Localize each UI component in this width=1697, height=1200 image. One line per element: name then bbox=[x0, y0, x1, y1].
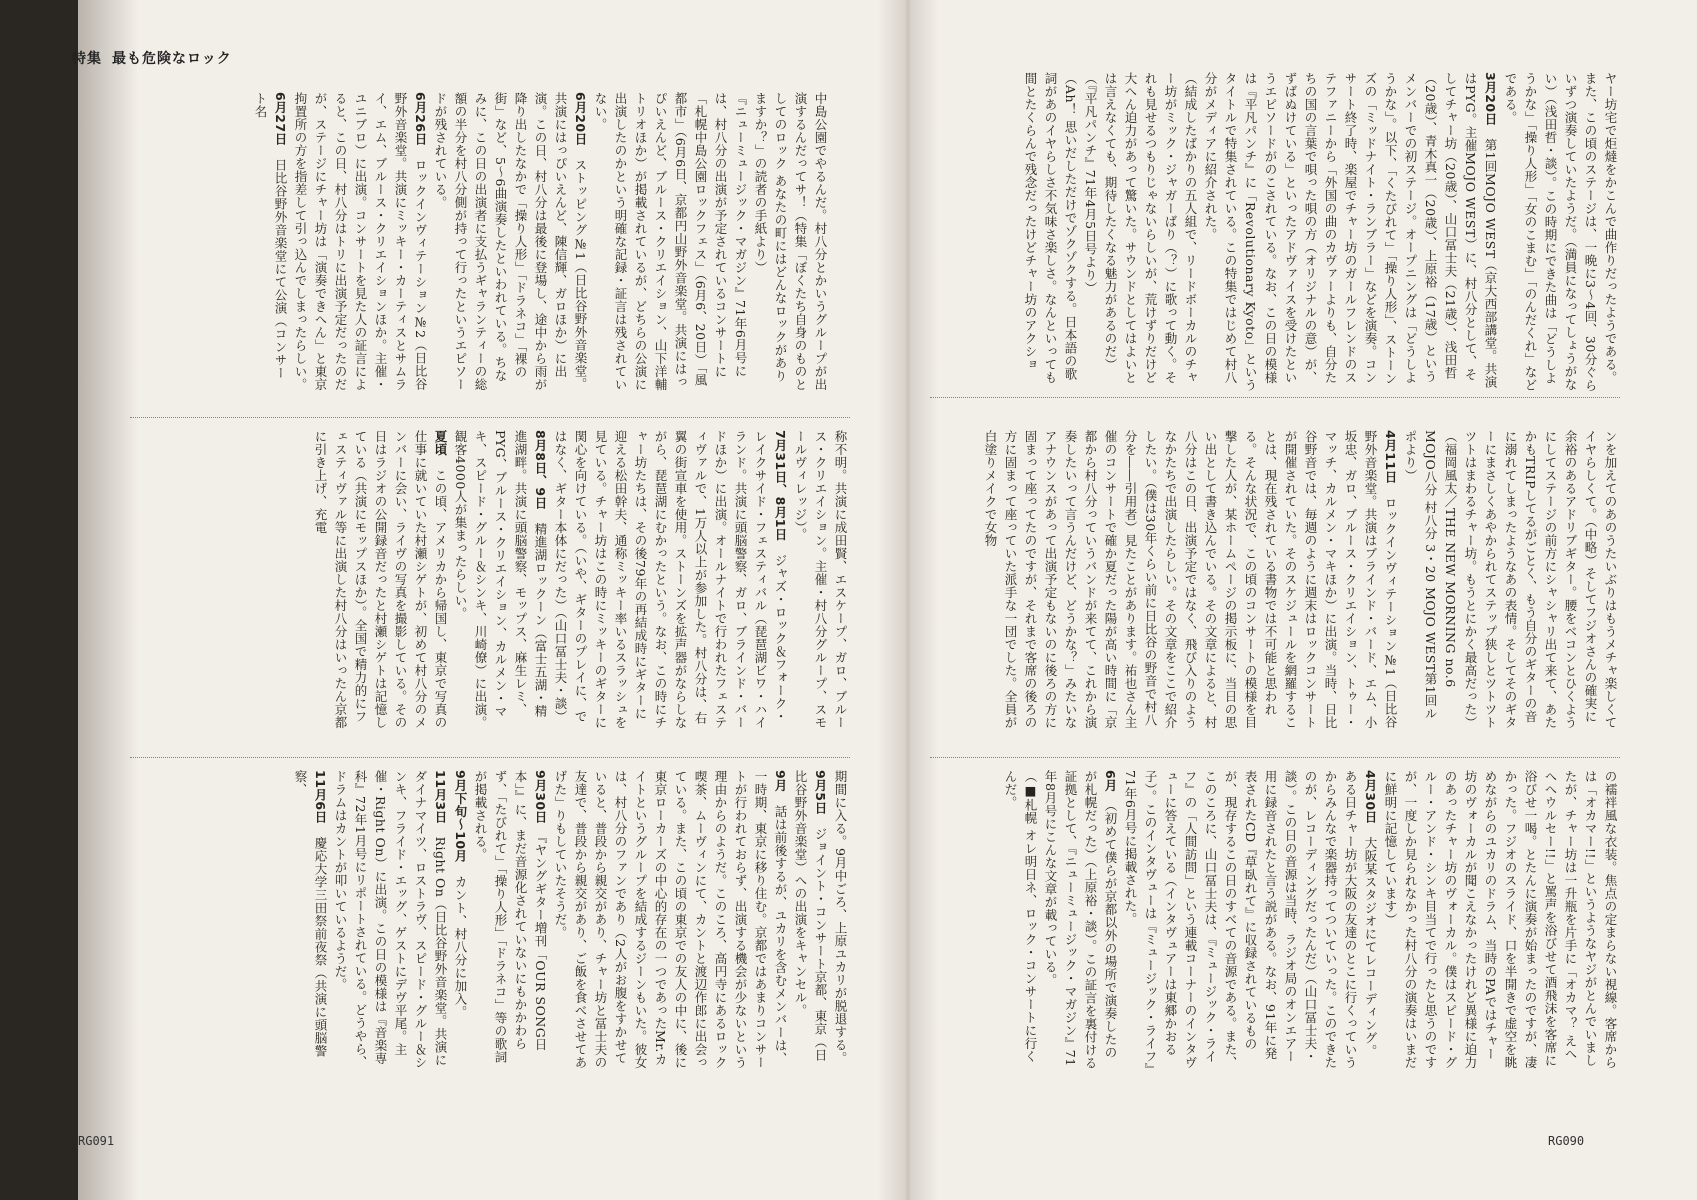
timeline-entry bbox=[1500, 72, 1620, 392]
timeline-entry bbox=[980, 430, 1400, 730]
entry-date: 9月5日 bbox=[813, 770, 828, 828]
right-page-divider-bottom bbox=[930, 757, 1620, 758]
entry-date: 6月27日 bbox=[273, 92, 288, 159]
timeline-entry bbox=[1080, 72, 1200, 392]
entry-date: 6月20日 bbox=[573, 92, 588, 159]
timeline-entry bbox=[790, 430, 850, 730]
feature-title: 最も危険なロック bbox=[112, 51, 232, 67]
entry-text: 『ヤングギター増刊「OUR SONG日本」』に、まだ音源化されていないにもかかわらず、「たびれて」「操り人形」「ドラネコ」等の歌詞が掲載される。 bbox=[473, 770, 548, 1064]
timeline-entry bbox=[1400, 430, 1620, 730]
right-page-tier-middle bbox=[930, 430, 1620, 730]
entry-text: （■札幌 オレ明日ネ、ロック・コンサートに行くんだ。 bbox=[1003, 770, 1038, 1063]
entry-text: ヤー坊宅で炬燵をかこんで曲作りだったようである。また、この頃のステージは、一晩に3〜4回、30分ぐらいずつ演奏していたようだ。（満員になってしょうがない）（浅田哲・談）。この時期にできた曲は「どうしようかな」「操り人形」「女のこまむ」「のんだくれ」などである。 bbox=[1503, 72, 1618, 392]
entry-text: ンを加えてのあのうたいぶりはもうメチャ楽しくてイヤらしくて。（中略）そしてフジオさんの確実に余裕のあるアドリブギター。腰をベコンとひくようにしてステージの前方にシャシャリ出て来て、あたかもTRIPしてるがごとく、もう自分のギターの音に溺れてしまったようなあの表情。そしてそのギターにまさしくあやかられてステップ狭しとツトツトツトはまわるチャー坊。もうとにかく最高だった）（福岡風太／THE NEW MORNING no.6 MOJO八分 村八分 3・20 MOJO WEST第1回ルポより） bbox=[1403, 430, 1618, 729]
right-page-tier-top bbox=[930, 72, 1620, 392]
timeline-entry bbox=[1380, 770, 1620, 1070]
entry-text: カント、村八分に加入。 bbox=[453, 875, 468, 1019]
entry-text: （Ah！ 思いだしただけでゾクゾクする。日本語の歌詞があのイヤらしさ不気味さ楽しさ。なんといっても間とたくらんで残念だったけどチャー坊のアクショ bbox=[1023, 72, 1078, 384]
entry-date: 4月11日 bbox=[1383, 430, 1398, 497]
entry-date: 3月20日 bbox=[1483, 72, 1498, 139]
entry-text: ロックインヴィテーション№2（日比谷野外音楽堂。共演にミッキー・カーティスとサムライ、エム、ブルース・クリエイションほか。主催・ユニブロ）に出演。コンサートを見た人の証言によると、この日、村八分はトリに出演予定だったのだが、ステージにチャー坊は「演奏できへん」と東京拘置所の方を指差して引っ込んでしまったらしい。 bbox=[293, 92, 428, 391]
entry-date: 7月31日、8月1日 bbox=[773, 430, 788, 554]
timeline-entry bbox=[250, 92, 290, 392]
entry-text: ストッピング№1（日比谷野外音楽堂。共演にはっぴいえんど、陳信輝、ガロほか）に出演。この日、村八分は最後に登場し、途中から雨が降り出したなかで「操り人形」「ドラネコ」「裸の街」など、5〜6曲演奏したといわれている。ちなみに、この日の出演者に支払うギャランティーの総額の半分を村八分側が持って行ったというエピソードが残されている。 bbox=[433, 92, 588, 391]
left-page-divider-top bbox=[130, 417, 850, 418]
left-page-tier-middle bbox=[130, 430, 850, 730]
timeline-entry bbox=[830, 770, 850, 1070]
timeline-entry bbox=[1120, 770, 1380, 1070]
timeline-entry bbox=[1000, 770, 1040, 1070]
feature-tag: 特集 bbox=[72, 51, 102, 67]
entry-date: 8月8日、9日 bbox=[533, 430, 548, 523]
timeline-entry bbox=[330, 770, 450, 1070]
entry-date: 9月 bbox=[773, 770, 788, 806]
entry-date: 11月3日 bbox=[433, 770, 448, 837]
entry-date: 9月30日 bbox=[533, 770, 548, 837]
entry-text: 精進湖ロックーン（富士五湖・精進湖畔。共演に頭脳警察、モップス、麻生レミ、PYG、ブルース・クリエイション、カルメン・マキ、スピード・グルー＆シンキ、川崎僚）に出演。観客4000人が集まったらしい。 bbox=[453, 430, 548, 729]
entry-date: 11月6日 bbox=[313, 770, 328, 837]
entry-text: ロックインヴィテーション№1（日比谷野外音楽堂。共演はブラインド・バード、エム、小坂忠、ガロ、ブルース・クリエイション、トゥー・マッチ、カルメン・マキほか）に出演。当時、日比谷野音では、毎週のように週末はロックコンサートが開催されていた。そのスケジュールを網羅することは、現在残されている書物では不可能と思われる。そんな状況で、この頃のコンサートの模様を目撃した人が、某ホームページの掲示板に、当日の思い出として書き込んでいる。その文章によると、村八分はこの日、出演予定ではなく、飛び入りのようなかたちで出演したらしい。その文章をここで紹介したい。（僕は30年くらい前に日比谷の野音で村八分を――引用者）見たことがあります。祐也さん主催のコンサートで確か夏だった陽が高い時間に「京都から村八分っていうバンドが来てて、これから演奏したいって言うんだけど、どうかな？」みたいなアナウンスがあって出演予定もないのに後ろの方に固まって座ってたのですが、それまで客席の後ろの方に固まって座っていた派手な一団でした。全員が白塗りメイクで女物 bbox=[983, 430, 1398, 729]
timeline-entry bbox=[550, 770, 790, 1070]
entry-text: 期間に入る。9月中ごろ、上原ユカリが脱退する。 bbox=[833, 770, 848, 1065]
entry-text: 中島公園でやるんだ。村八分とかいうグループが出演するんだってサ！（特集「ぼくたち自身のものとしてのロック あなたの町にはどんなロックがありますか？」の読者の手紙より） bbox=[753, 92, 828, 391]
timeline-entry bbox=[470, 770, 550, 1070]
entry-date: 6月26日 bbox=[413, 92, 428, 159]
timeline-entry bbox=[450, 770, 470, 1070]
entry-text: （初めて僕らが京都以外の場所で演奏したのが札幌だった）（上原裕・談）。この証言を裏付ける証拠として、『ニューミュージック・マガジン』71年8月号にこんな文章が載っている。 bbox=[1043, 770, 1118, 1070]
left-page-tier-bottom bbox=[130, 770, 850, 1070]
timeline-entry bbox=[790, 770, 830, 1070]
entry-text: この頃、アメリカから帰国し、東京で写真の仕事に就いていた村瀬シゲトが、初めて村八分のメンバーに会い、ライヴの写真を撮影している。その日はラジオの公開録音だったと村瀬シゲトは記憶している（共演にモップスほか）。全国で精力的にフェスティヴァル等に出演した村八分はいったん京都に引き上げ、充電 bbox=[313, 430, 448, 729]
left-page-tier-top bbox=[130, 92, 830, 392]
timeline-entry bbox=[590, 92, 750, 392]
timeline-entry bbox=[310, 430, 450, 730]
timeline-entry bbox=[550, 430, 790, 730]
page-number-left: RG091 bbox=[78, 1134, 115, 1148]
entry-text: 日比谷野外音楽堂にて公演（コンサート名 bbox=[253, 92, 288, 380]
entry-date: 6月 bbox=[1103, 770, 1118, 806]
entry-date: 夏頃 bbox=[433, 430, 448, 469]
entry-text: Right On（日比谷野外音楽堂。共演にダイナマイツ、ロストラヴ、スピード・グルー＆シンキ、フライド・エッグ、ゲストにデヴ平尾。主催・Right On）に出演。この日の模様は『音楽専科』72年1月号にリポートされている。どうやら、ドラムはカントが叩いているようだ。 bbox=[333, 770, 448, 1069]
entry-text: （結成したばかりの五人組で、リードボーカルのチャー坊がミック・ジャガーばり（？）に歌って動く。それも見せるつもりじゃないらしいが、荒けずりだけど大へん迫力があって驚いた。サウンドとしてはよいとは言えなくても、期待したくなる魅力があるのだ）（『平凡パンチ』71年4月5日号より） bbox=[1083, 72, 1198, 384]
entry-text: 話は前後するが、ユカリを含むメンバーは、一時期、東京に移り住む。京都ではあまりコンサートが行われておらず、出演する機会が少ないという理由からのようだ。このころ、高円寺にあるロック喫茶、ムーヴィンにて、カントと渡辺作郎に出会っている。また、この頃の東京での友人の中に、後に東京ローカーズの中心的存在の一つであったMr.カイトというグループを結成するジーンもいた。彼女は、村八分のファンであり（2人がお腹をすかせていると、普段から親交があり、チャー坊と冨士夫の友達で、普段から親交があり、ご飯を食べさせてあげた」りもしていたそうだ。 bbox=[553, 770, 788, 1069]
entry-text: ジョイント・コンサート京都、東京（日比谷野外音楽堂）への出演をキャンセル。 bbox=[793, 770, 828, 1062]
entry-date: 4月30日 bbox=[1363, 770, 1378, 837]
timeline-entry bbox=[430, 92, 590, 392]
book-gutter bbox=[878, 0, 938, 1200]
right-page-tier-bottom bbox=[930, 770, 1620, 1070]
page-number-right: RG090 bbox=[1548, 1134, 1585, 1148]
right-page-divider-top bbox=[930, 397, 1620, 398]
entry-text: ジャズ・ロック＆フォーク・レイクサイド・フェスティバル（琵琶湖ビワ・ハイランド。共演に頭脳警察、ガロ、ブラインド・バードほか）に出演。オールナイトで行われたフェスティヴァルで、1万人以上が参加した。村八分は、右翼の街宣車を使用。ストーンズを拡声器がならしながら、琵琶湖にむかったという。なお、この時にチャー坊たちは、その後79年の再結成時にギターに迎える松田幹夫、通称ミッキー率いるスラッシュを見ている。チャー坊はこの時にミッキーのギターに関心を向けている。（いや、ギターのプレイに、ではなく、ギター本体にだった）（山口冨士夫・談） bbox=[553, 430, 788, 729]
timeline-entry bbox=[450, 430, 550, 730]
timeline-entry bbox=[290, 92, 430, 392]
left-page-divider-bottom bbox=[130, 757, 850, 758]
timeline-entry bbox=[750, 92, 830, 392]
timeline-entry bbox=[1040, 770, 1120, 1070]
entry-text: 称不明。共演に成田賢、エスケープ、ガロ、ブルース・クリエイション。主催・村八分グループ、スモールヴィレッジ）。 bbox=[793, 430, 848, 729]
entry-text: の襦袢風な衣装。焦点の定まらない視線。客席からは「オカマー!!」というようなヤジがとんでいましたが、チャー坊は一升瓶を片手に「オカマ？ えへへへウルセー!!」と罵声を浴びせて酒飛沫を客席に浴びせ一喝。とたんに演奏が始まったのですが、凄かった。フジオのスライド、口を半開きで虚空を眺めながらのユカリのドラム、当時のPAではチャー坊のヴォーカルが聞こえなかったけれど異様に迫力のあったチャー坊のヴォーカル。僕はスピード・グルー・アンド・シンキ目当てで行ったと思うのですが、一度しか見られなかった村八分の演奏はいまだに鮮明に記憶しています） bbox=[1383, 770, 1618, 1069]
entry-text: 第1回MOJO WEST（京大西部講堂。共演はPYG。主催MOJO WEST）に、村八分として、そしてチャー坊（20歳）、山口冨士夫（21歳）、浅田哲（20歳）、青木真一（20歳）、上原裕（17歳）というメンバーでの初ステージ。オープニングは「どうしようかな」。以下、「くたびれて」「操り人形」、ストーンズの「ミッドナイト・ランブラー」などを演奏。コンサート終了時、楽屋でチャー坊のガールフレンドのステファニーから「外国の曲のカヴァーよりも、自分たちの国の言葉で唄った唄の方（オリジナルの意）が、ずばぬけている」といったアドヴァイスを受けたというエピソードがのこされている。なお、この日の模様は『平凡パンチ』に「Revolutionary Kyoto」というタイトルで特集されている。この特集ではじめて村八分がメディアに紹介された。 bbox=[1203, 72, 1498, 392]
entry-date: 9月下旬〜10月 bbox=[453, 770, 468, 876]
entry-text: 大阪某スタジオにてレコーディング。ある日チャー坊が大阪の友達のとこに行くっていうからみんなで楽器持ってついていった。このできたのが、レコーディングだったんだ）（山口冨士夫・談）。この日の音源は当時、ラジオ局のオンエアー用に録音されたと言う説がある。なお、91年に発表されたCD『草臥れて』に収録されているものが、現存するこの日のすべての音源である。また、このころに、山口冨士夫は、『ミュージック・ライフ』の「人間訪問」という連載コーナーのインタヴューに答えている（インタヴュアーは東郷かおる子）。このインタヴューは『ミュージック・ライフ』71年6月号に掲載された。 bbox=[1123, 770, 1378, 1070]
entry-text: 『ニューミュージック・マガジン』71年6月号には、村八分の出演が予定されているコンサートに「札幌中島公園ロックフェス」（6月6、20日）「風都市」（6月6日、京都円山野外音楽堂。共演にはっぴいえんど、ブルース・クリエイション、山下洋輔トリオほか）が掲載されているが、どちらの公演に出演したのかという明確な記録・証言は残されていない。 bbox=[593, 92, 748, 391]
timeline-entry bbox=[1020, 72, 1080, 392]
timeline-entry bbox=[1200, 72, 1500, 392]
timeline-entry bbox=[290, 770, 330, 1070]
entry-text: 慶応大学三田祭前夜祭（共演に頭脳警察、 bbox=[293, 770, 328, 1058]
page-edge-shadow bbox=[78, 0, 138, 1200]
running-head bbox=[72, 48, 232, 68]
